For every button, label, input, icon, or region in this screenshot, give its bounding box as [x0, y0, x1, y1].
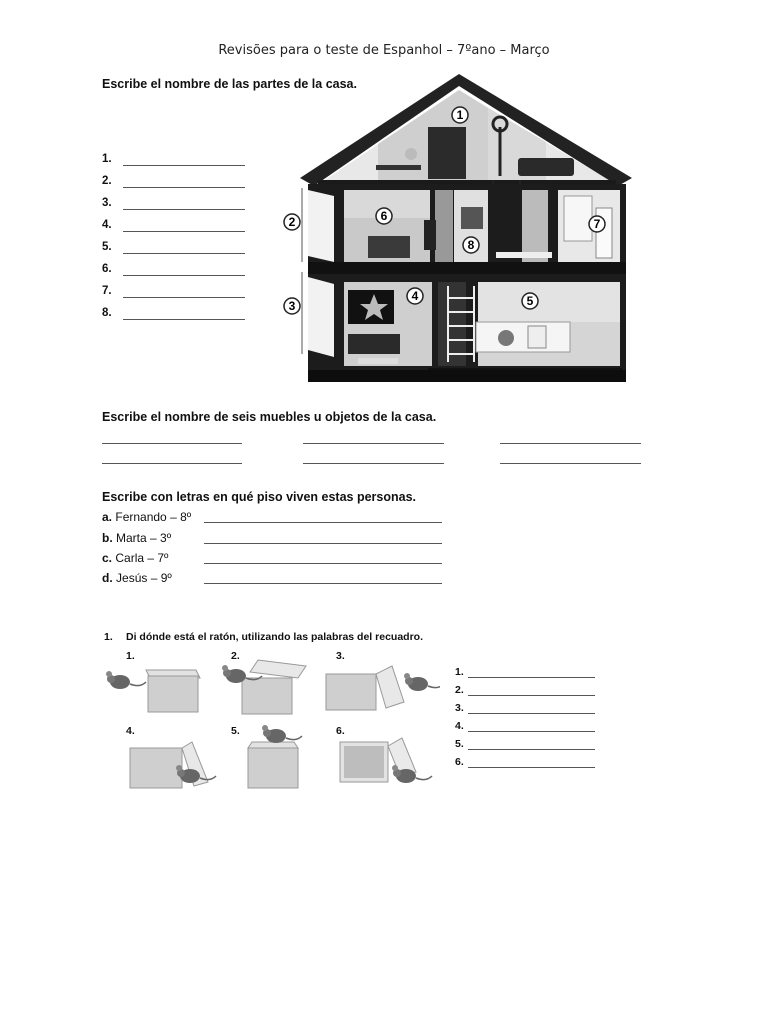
- answer-line[interactable]: [500, 443, 641, 444]
- kitchen-counter-icon: [476, 322, 570, 352]
- picture-label: 6.: [336, 725, 345, 737]
- list-item-number: 2.: [102, 175, 112, 187]
- answer-line[interactable]: [303, 463, 444, 464]
- person-item: [102, 551, 168, 565]
- person-item: [102, 531, 171, 545]
- answer-line[interactable]: [123, 275, 245, 276]
- mirror-icon: [461, 207, 483, 229]
- answer-line[interactable]: [123, 165, 245, 166]
- answer-item-number: 4.: [455, 720, 464, 732]
- answer-line[interactable]: [468, 749, 595, 750]
- person-item: [102, 510, 191, 524]
- sofa-icon: [518, 158, 574, 176]
- list-item-number: 7.: [102, 285, 112, 297]
- list-item-number: 8.: [102, 307, 112, 319]
- list-item-number: 5.: [102, 241, 112, 253]
- table-icon: [496, 252, 552, 258]
- marker-8: 8: [467, 238, 475, 252]
- person-letter: b.: [102, 531, 113, 545]
- person-letter: c.: [102, 551, 113, 565]
- answer-line[interactable]: [102, 463, 242, 464]
- answer-item-number: 5.: [455, 738, 464, 750]
- answer-line[interactable]: [468, 713, 595, 714]
- person-text: Jesús – 9º: [116, 571, 172, 585]
- page-title: Revisões para o teste de Espanhol – 7ºano – Março: [218, 43, 550, 58]
- section1-instruction: Escribe el nombre de las partes de la casa.: [102, 77, 357, 91]
- answer-line[interactable]: [468, 677, 595, 678]
- answer-line[interactable]: [102, 443, 242, 444]
- picture-label: 2.: [231, 650, 240, 662]
- picture-4: [130, 742, 216, 788]
- couch-icon: [348, 334, 400, 354]
- answer-line[interactable]: [500, 463, 641, 464]
- picture-label: 3.: [336, 650, 345, 662]
- person-item: [102, 571, 172, 585]
- picture-label: 4.: [126, 725, 135, 737]
- bed-icon: [368, 236, 410, 258]
- marker-5: 5: [526, 294, 534, 308]
- list-item-number: 3.: [102, 197, 112, 209]
- answer-line[interactable]: [468, 731, 595, 732]
- picture-3: [326, 666, 440, 710]
- answer-line[interactable]: [123, 187, 245, 188]
- marker-1: 1: [456, 108, 464, 122]
- answer-line[interactable]: [303, 443, 444, 444]
- answer-line[interactable]: [204, 522, 442, 523]
- section3-instruction: Escribe con letras en qué piso viven estas personas.: [102, 490, 417, 504]
- house-parts-list: [102, 0, 252, 330]
- section4-instruction: Di dónde está el ratón, utilizando las palabras del recuadro.: [126, 631, 423, 643]
- person-text: Marta – 3º: [116, 531, 172, 545]
- wardrobe-icon: [428, 127, 466, 179]
- answer-line[interactable]: [204, 563, 442, 564]
- picture-6: [340, 738, 432, 783]
- answer-item-number: 6.: [455, 756, 464, 768]
- answer-item-number: 3.: [455, 702, 464, 714]
- answer-line[interactable]: [468, 695, 595, 696]
- picture-1: [106, 670, 200, 712]
- answer-item-number: 1.: [455, 666, 464, 678]
- person-letter: d.: [102, 571, 113, 585]
- answer-line[interactable]: [468, 767, 595, 768]
- answer-item-number: 2.: [455, 684, 464, 696]
- list-item-number: 1.: [102, 153, 112, 165]
- mouse-box-pictures: [100, 658, 440, 798]
- picture-2: [222, 660, 306, 714]
- answer-line[interactable]: [123, 297, 245, 298]
- marker-6: 6: [380, 209, 388, 223]
- list-item-number: 4.: [102, 219, 112, 231]
- person-text: Fernando – 8º: [115, 510, 192, 524]
- person-letter: a.: [102, 510, 113, 524]
- list-item-number: 6.: [102, 263, 112, 275]
- answer-line[interactable]: [204, 543, 442, 544]
- picture-label: 5.: [231, 725, 240, 737]
- answer-line[interactable]: [123, 209, 245, 210]
- picture-label: 1.: [126, 650, 135, 662]
- answer-line[interactable]: [123, 253, 245, 254]
- house-illustration: [278, 72, 640, 384]
- person-text: Carla – 7º: [115, 551, 169, 565]
- answer-line[interactable]: [123, 231, 245, 232]
- exercise-number: 1.: [104, 631, 113, 643]
- marker-4: 4: [411, 289, 419, 303]
- marker-7: 7: [593, 217, 601, 231]
- answer-line[interactable]: [123, 319, 245, 320]
- section2-instruction: Escribe el nombre de seis muebles u objetos de la casa.: [102, 410, 437, 424]
- marker-2: 2: [288, 215, 296, 229]
- marker-3: 3: [288, 299, 296, 313]
- answer-line[interactable]: [204, 583, 442, 584]
- picture-5: [248, 725, 302, 788]
